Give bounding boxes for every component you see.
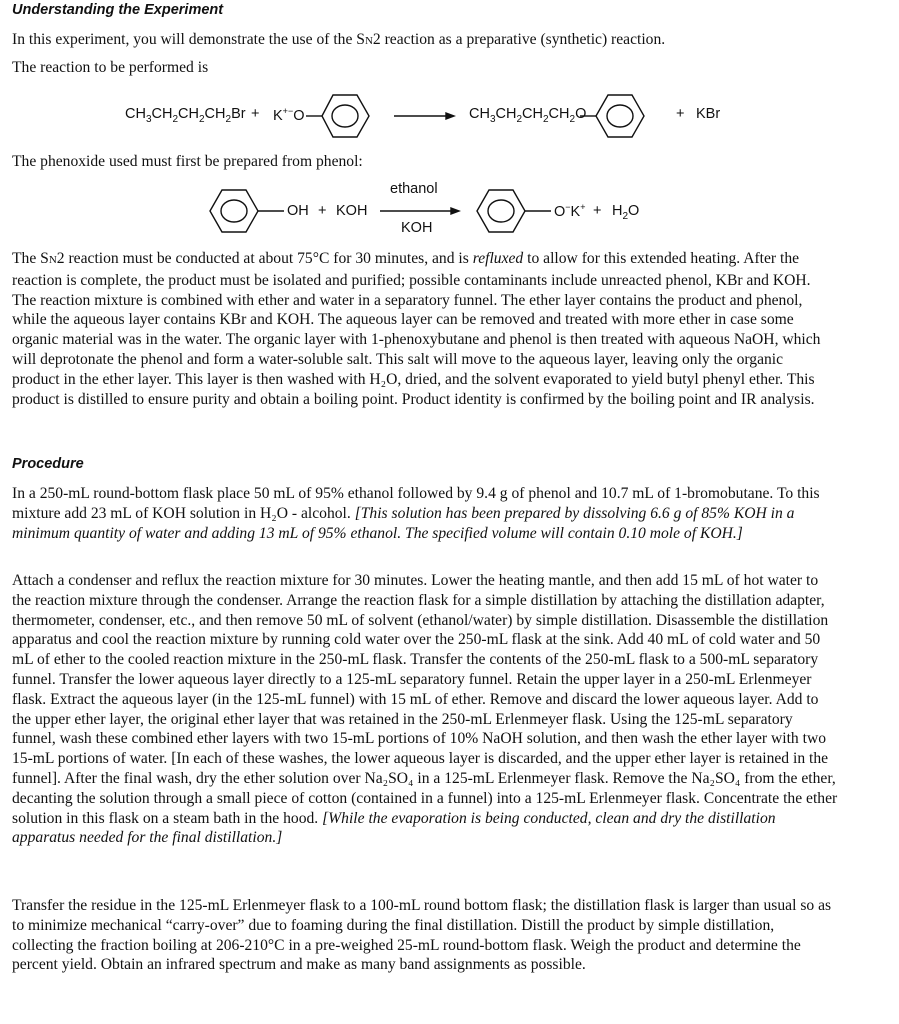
water-label: $H_2O$: [612, 203, 640, 222]
paragraph-text: In a 250-mL round-bottom flask place 50 mL of 95% ethanol followed by 9.4 g of phenol and 10.7 mL of 1-bromobutane. To this mixture add 23 mL of KOH solution in H₂O - alcohol.: [12, 485, 820, 522]
plus-sign: +: [318, 203, 327, 219]
potassium-phenoxide-label: K+−O: [273, 106, 305, 124]
procedure-paragraph-3: [12, 896, 838, 975]
intro-line-1: In this experiment, you will demonstrate the use of the SN2 reaction as a preparative (synthetic) reaction.: [12, 31, 666, 48]
aromatic-circle: [332, 105, 358, 127]
italic-note: [While the evaporation is being conducted, clean and dry the distillation apparatus needed for the final distillation.]: [12, 809, 776, 847]
phenol-oh-label: OH: [287, 203, 309, 219]
section-heading-procedure: Procedure: [12, 456, 84, 472]
aromatic-circle: [607, 105, 633, 127]
aromatic-circle: [221, 200, 247, 222]
arrowhead: [451, 208, 459, 214]
benzene-ring-icon: [210, 190, 258, 232]
arrow-label-koh: KOH: [401, 220, 433, 236]
paragraph-text: to allow for this extended heating. After the reaction is complete, the product must be isolated and purified; possible contaminants include unreacted phenol, KBr and KOH. The reaction mixture is combined with ether and water in a separatory funnel. The ether layer contains the product and phenol, while the aqueous layer contains KBr and KOH. The aqueous layer can be removed and treated with more ether in case some organic material was in the water. The organic layer with 1-phenoxybutane and phenol is then treated with aqueous NaOH, which will deprotonate the phenol and form a water-soluble salt. This salt will move to the aqueous layer, leaving only the organic product in the ether layer. This layer is then washed with H₂O, dried, and the solvent evaporated to yield butyl phenyl ether. This product is distilled to ensure purity and obtain a boiling point. Product identity is confirmed by the boiling point and IR analysis.: [12, 250, 821, 408]
paragraph-text: The: [12, 250, 41, 267]
plus-sign: +: [251, 106, 260, 122]
reactant-bromobutane: $CH_3CH_2CH_2CH_2Br$: [125, 106, 246, 125]
italic-note: [This solution has been prepared by dissolving 6.6 g of 85% KOH in a minimum quantity of water and adding 13 mL of 95% ethanol. The specified volume will contain 0.10 mole of KOH.]: [12, 504, 795, 542]
plus-sign: +: [593, 203, 602, 219]
arrowhead: [446, 113, 454, 119]
phenoxide-intro-line: The phenoxide used must first be prepared from phenol:: [12, 153, 363, 170]
arrow-label-ethanol: ethanol: [390, 181, 438, 197]
plus-sign: +: [676, 106, 685, 122]
koh-reagent: KOH: [336, 203, 368, 219]
benzene-ring-icon: [477, 190, 525, 232]
phenoxide-salt-label: O−K+: [554, 202, 586, 220]
byproduct-kbr: KBr: [696, 106, 721, 122]
procedure-paragraph-1: [12, 484, 834, 543]
section-heading-understanding: Understanding the Experiment: [12, 2, 224, 18]
paragraph-text: 2 reaction must be conducted at about 75°C for 30 minutes, and is: [56, 250, 473, 267]
product-butyl-phenyl-ether: $CH_3CH_2CH_2CH_2O$: [469, 106, 587, 125]
subscript-n: N: [48, 254, 57, 266]
aromatic-circle: [488, 200, 514, 222]
benzene-ring-icon: [322, 95, 369, 137]
sn2-explanation-paragraph: The SN2 reaction must be conducted at about 75°C for 30 minutes, and is refluxed to allow for this extended heating. After the reaction is complete, the product must be isolated and purified; possible contaminants include unreacted phenol, KBr and KOH. The reaction mixture is combined with ether and water in a separatory funnel. The ether layer contains the product and phenol, while the aqueous layer contains KBr and KOH. The aqueous layer can be removed and treated with more ether in case some organic material was in the water. The organic layer with 1-phenoxybutane and phenol is then treated with aqueous NaOH, which will deprotonate the phenol and form a water-soluble salt. This salt will move to the aqueous layer, leaving only the organic product in the ether layer. This layer is then washed with H₂O, dried, and the solvent evaporated to yield butyl phenyl ether. This product is distilled to ensure purity and obtain a boiling point. Product identity is confirmed by the boiling point and IR analysis.: [12, 250, 821, 408]
refluxed-emphasis: refluxed: [472, 250, 524, 267]
procedure-paragraph-2: [12, 571, 838, 848]
paragraph-text: Transfer the residue in the 125-mL Erlenmeyer flask to a 100-mL round bottom flask; the distillation flask is larger than usual so as to minimize mechanical “carry-over” due to foaming during the final distillation. Distill the product by simple distillation, collecting the fraction boiling at 206-210°C in a pre-weighed 25-mL round-bottom flask. Weigh the product and determine the percent yield. Obtain an infrared spectrum and make as many band assignments as possible.: [12, 897, 832, 974]
intro-line-2: The reaction to be performed is: [12, 59, 209, 76]
benzene-ring-icon: [596, 95, 644, 137]
paragraph-text: Attach a condenser and reflux the reaction mixture for 30 minutes. Lower the heating mantle, and then add 15 mL of hot water to the reaction mixture through the condenser. Arrange the reaction flask for a simple distillation by attaching the distillation adapter, thermometer, condenser, etc., and then remove 50 mL of solvent (ethanol/water) by simple distillation. Disassemble the distillation apparatus and cool the reaction mixture by running cold water over the 250-mL flask at the sink. Add 40 mL of cold water and 50 mL of ether to the cooled reaction mixture in the 250-mL flask. Transfer the contents of the 250-mL flask to a 500-mL separatory funnel. Transfer the lower aqueous layer directly to a 125-mL separatory funnel. Retain the upper layer in a 250-mL Erlenmeyer flask. Extract the aqueous layer (in the 125-mL funnel) with 15 mL of ether. Remove and discard the lower aqueous layer. Add to the upper ether layer, the original ether layer that was retained in the 250-mL Erlenmeyer flask. Using the 125-mL separatory funnel, wash these combined ether layers with two 15-mL portions of 10% NaOH solution, and then wash the ether layer with two 15-mL portions of water. [In each of these washes, the lower aqueous layer is discarded, and the upper ether layer is retained in the funnel]. After the final wash, dry the ether solution over Na₂SO₄ in a 125-mL Erlenmeyer flask. Remove the Na₂SO₄ from the ether, decanting the solution through a small piece of cotton (contained in a funnel) into a 125-mL Erlenmeyer flask. Concentrate the ether solution in this flask on a steam bath in the hood.: [12, 572, 838, 827]
